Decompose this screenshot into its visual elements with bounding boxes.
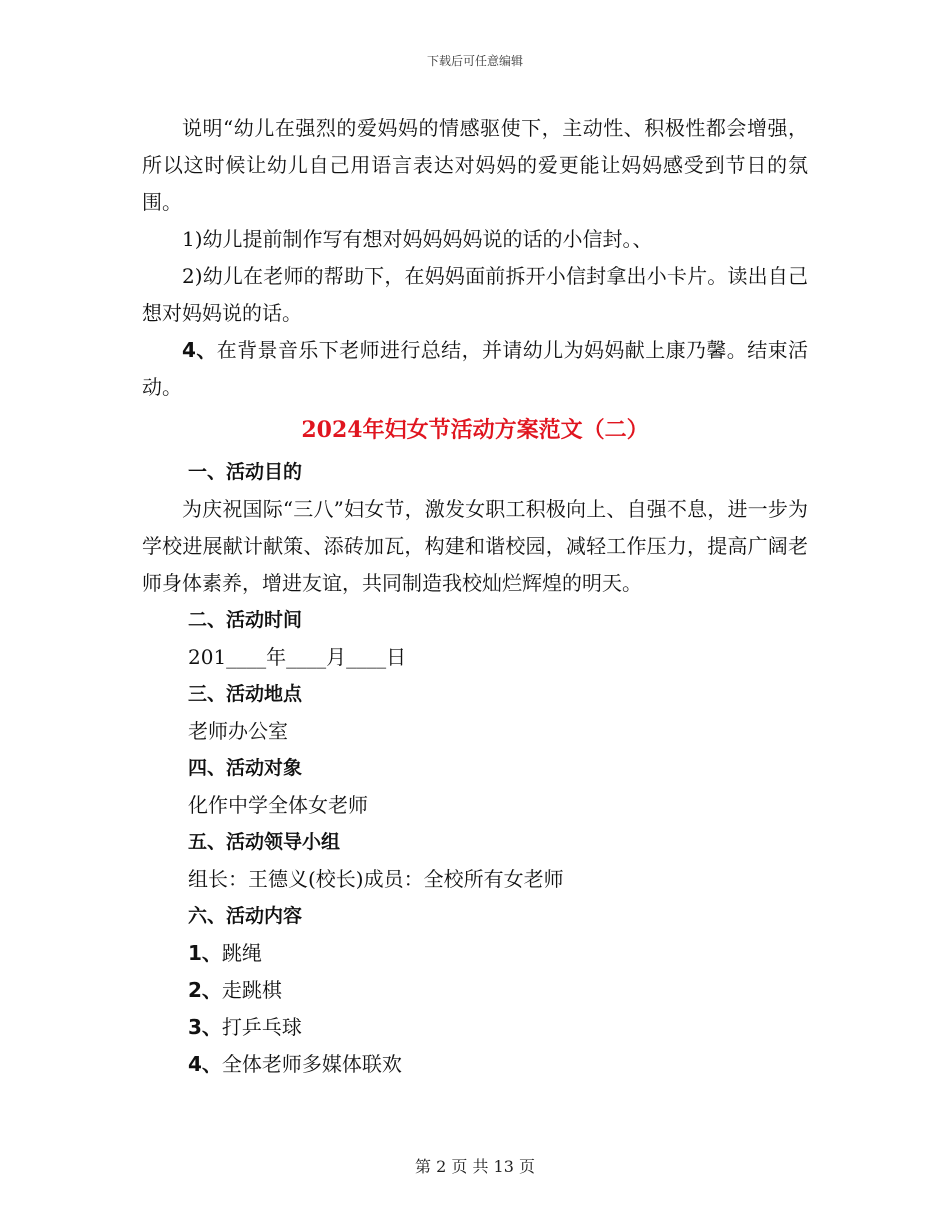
- list-item: [142, 1009, 808, 1046]
- list-item-number: 1、: [188, 941, 222, 965]
- header-note: 下载后可任意编辑: [426, 54, 523, 68]
- continuation-item-2: 2)幼儿在老师的帮助下，在妈妈面前拆开小信封拿出小卡片。读出自己想对妈妈说的话。: [142, 264, 808, 325]
- time-heading: 二、活动时间: [188, 609, 303, 631]
- purpose-text: 为庆祝国际“三八”妇女节，激发女职工积极向上、自强不息，进一步为学校进展献计献策、添砖加瓦，构建和谐校园，减轻工作压力，提高广阔老师身体素养，增进友谊，共同制造我校灿烂辉煌的明天。: [142, 497, 808, 595]
- place-text: 老师办公室: [188, 719, 288, 743]
- list-item-text: 跳绳: [221, 941, 262, 965]
- section-title: 2024年妇女节活动方案范文（二）: [301, 417, 649, 443]
- list-item-text: 全体老师多媒体联欢: [221, 1052, 402, 1076]
- list-item: [142, 972, 808, 1009]
- continuation-step-4: [142, 332, 808, 406]
- list-item-number: 2、: [188, 978, 222, 1002]
- target-text: 化作中学全体女老师: [188, 793, 368, 817]
- leader-heading: 五、活动领导小组: [188, 831, 341, 853]
- purpose-heading: 一、活动目的: [188, 461, 303, 483]
- continuation-paragraph: 说明“幼儿在强烈的爱妈妈的情感驱使下，主动性、积极性都会增强，所以这时候让幼儿自己用语言表达对妈妈的爱更能让妈妈感受到节日的氛围。: [142, 116, 808, 214]
- list-item: [142, 1046, 808, 1083]
- list-item-number: 4、: [188, 1052, 222, 1076]
- list-item: [142, 935, 808, 972]
- content-heading: 六、活动内容: [188, 905, 303, 927]
- step-4-number: 4、: [182, 338, 217, 362]
- list-item-text: 走跳棋: [221, 978, 282, 1002]
- list-item-number: 3、: [188, 1015, 222, 1039]
- place-heading: 三、活动地点: [188, 683, 303, 705]
- time-text: 201____年____月____日: [188, 645, 407, 669]
- leader-text: 组长：王德义(校长)成员：全校所有女老师: [188, 867, 564, 891]
- continuation-item-1: 1)幼儿提前制作写有想对妈妈妈妈说的话的小信封。、: [182, 227, 653, 251]
- document-body: [142, 110, 808, 1083]
- step-4-text: 在背景音乐下老师进行总结，并请幼儿为妈妈献上康乃馨。结束活动。: [142, 338, 809, 399]
- page-footer: 第 2 页 共 13 页: [415, 1157, 535, 1176]
- target-heading: 四、活动对象: [188, 757, 303, 779]
- list-item-text: 打乒乓球: [221, 1015, 302, 1039]
